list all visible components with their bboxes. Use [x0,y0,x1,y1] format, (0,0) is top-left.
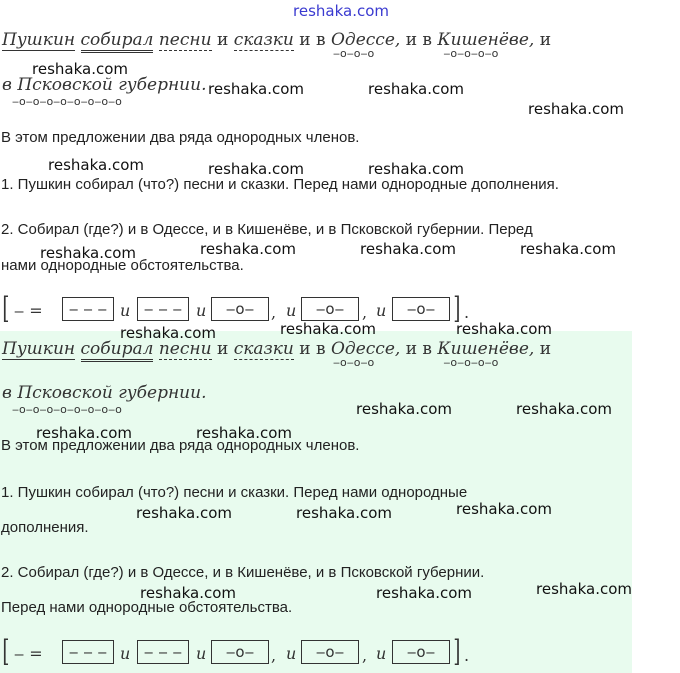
adverbial-box: ‒о‒ [392,297,450,321]
scheme-conjunction: и [120,301,131,320]
sentence-scheme [0,634,480,670]
conjunction: и в [299,339,326,359]
watermark: reshaka.com [120,324,216,342]
watermark: reshaka.com [200,240,296,258]
watermark: reshaka.com [528,100,624,118]
adverbial-mark: ‒о‒о‒о [333,356,375,369]
conjunction: и [539,339,552,359]
conjunction: и [539,30,552,50]
predicate-word: собирал [81,339,154,362]
scheme-conjunction: и [286,644,297,663]
watermark: reshaka.com [536,580,632,598]
conjunction: и в [405,30,432,50]
adverbial-word-3: в Псковской губернии. ‒о‒о‒о‒о‒о‒о‒о‒о [2,383,207,416]
watermark: reshaka.com [456,500,552,518]
conjunction: и в [405,339,432,359]
watermark: reshaka.com [208,160,304,178]
sentence-scheme [0,291,480,327]
watermark: reshaka.com [32,60,128,78]
watermark: reshaka.com [48,156,144,174]
watermark: reshaka.com [296,504,392,522]
open-bracket: [ [2,291,10,326]
watermark: reshaka.com [456,320,552,338]
scheme-conjunction: и [376,301,387,320]
adverbial-word-2: Кишенёве, ‒о‒о‒о‒о [437,30,535,60]
explanation-line: нами однородные обстоятельства. [1,257,244,274]
watermark: reshaka.com [36,424,132,442]
scheme-period: . [464,646,470,665]
close-bracket: ] [453,291,461,326]
scheme-comma: , [362,303,368,322]
scheme-conjunction: и [196,644,207,663]
watermark: reshaka.com [376,584,472,602]
subject-word: Пушкин [2,30,76,50]
scheme-comma: , [271,303,277,322]
adverbial-box: ‒о‒ [392,640,450,664]
explanation-line: В этом предложении два ряда однородных членов. [1,129,360,146]
watermark: reshaka.com [360,240,456,258]
explanation-line: 1. Пушкин собирал (что?) песни и сказки. Перед нами однородные дополнения. [1,176,559,193]
sentence-line-1 [2,30,552,60]
watermark: reshaka.com [368,80,464,98]
explanation-line: 2. Собирал (где?) и в Одессе, и в Кишенёве, и в Псковской губернии. Перед [1,221,533,238]
watermark: reshaka.com [280,320,376,338]
adverbial-mark: ‒о‒о‒о‒о‒о‒о‒о‒о [12,403,122,416]
explanation-line: 1. Пушкин собирал (что?) песни и сказки. Перед нами однородные [1,484,468,501]
scheme-conjunction: и [120,644,131,663]
adverbial-mark: ‒о‒о‒о [333,47,375,60]
conjunction: и [216,30,229,50]
object-word-1: песни [158,339,212,359]
site-header-link[interactable]: reshaka.com [293,2,389,20]
watermark: reshaka.com [208,80,304,98]
object-word-1: песни [158,30,212,50]
subject-predicate-mark: ‒ = [14,644,43,663]
object-box: ‒ ‒ ‒ [137,640,189,664]
scheme-conjunction: и [286,301,297,320]
adverbial-word-3: в Псковской губернии. ‒о‒о‒о‒о‒о‒о‒о‒о [2,75,207,108]
watermark: reshaka.com [356,400,452,418]
predicate-word: собирал [81,30,154,53]
sentence-line-1 [2,339,552,369]
conjunction: и [216,339,229,359]
explanation-line: дополнения. [1,519,89,536]
adverbial-mark: ‒о‒о‒о‒о [443,47,499,60]
scheme-comma: , [362,646,368,665]
adverbial-word-2: Кишенёве, ‒о‒о‒о‒о [437,339,535,369]
watermark: reshaka.com [136,504,232,522]
adverbial-box: ‒о‒ [301,297,359,321]
close-bracket: ] [453,634,461,669]
scheme-conjunction: и [376,644,387,663]
open-bracket: [ [2,634,10,669]
scheme-period: . [464,303,470,322]
subject-word: Пушкин [2,339,76,359]
adverbial-word-1: Одессе, ‒о‒о‒о [331,339,401,369]
adverbial-box: ‒о‒ [211,640,269,664]
watermark: reshaka.com [140,584,236,602]
adverbial-mark: ‒о‒о‒о‒о [443,356,499,369]
sentence-line-2 [2,383,207,416]
explanation-line: Перед нами однородные обстоятельства. [1,599,293,616]
object-box: ‒ ‒ ‒ [62,640,114,664]
conjunction: и в [299,30,326,50]
scheme-comma: , [271,646,277,665]
explanation-line: 2. Собирал (где?) и в Одессе, и в Кишенёве, и в Псковской губернии. [1,564,485,581]
sentence-line-2 [2,75,207,108]
explanation-line: В этом предложении два ряда однородных членов. [1,437,360,454]
watermark: reshaka.com [196,424,292,442]
adverbial-box: ‒о‒ [211,297,269,321]
watermark: reshaka.com [520,240,616,258]
adverbial-mark: ‒о‒о‒о‒о‒о‒о‒о‒о [12,95,122,108]
object-box: ‒ ‒ ‒ [62,297,114,321]
object-word-2: сказки [233,339,294,359]
scheme-conjunction: и [196,301,207,320]
watermark: reshaka.com [40,244,136,262]
object-box: ‒ ‒ ‒ [137,297,189,321]
adverbial-box: ‒о‒ [301,640,359,664]
adverbial-word-1: Одессе, ‒о‒о‒о [331,30,401,60]
subject-predicate-mark: ‒ = [14,301,43,320]
watermark: reshaka.com [516,400,612,418]
object-word-2: сказки [233,30,294,50]
watermark: reshaka.com [368,160,464,178]
